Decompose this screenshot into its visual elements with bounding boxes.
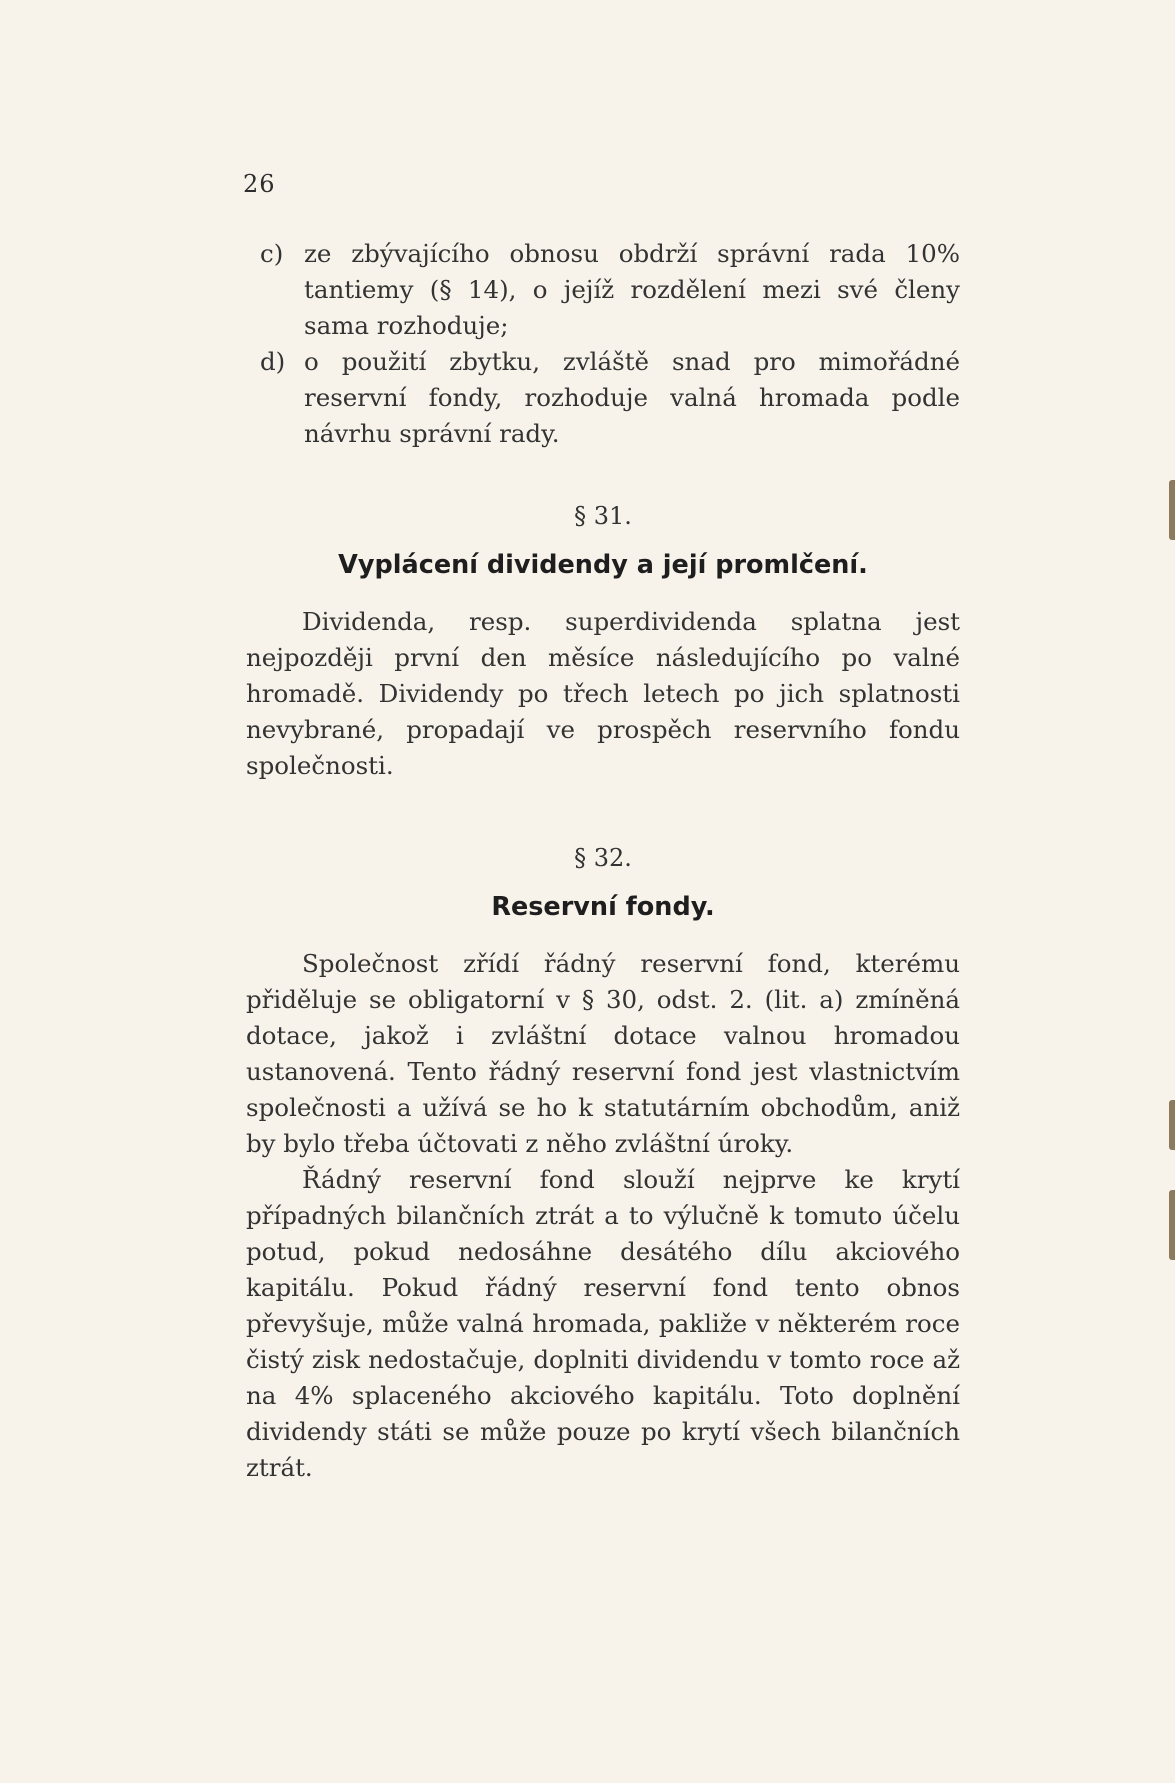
page-content xyxy=(246,236,960,1486)
section-32-paragraph-1: Společnost zřídí řádný reservní fond, kterému přiděluje se obligatorní v § 30, odst. 2. (lit. a) zmíněná dotace, jakož i zvláštní dotace valnou hromadou ustanovená. Tento řádný reservní fond jest vlastnictvím společnosti a užívá se ho k statutárním obchodům, aniž by bylo třeba účtovati z něho zvláštní úroky. xyxy=(246,949,960,1158)
list-item-label: c) xyxy=(260,239,284,268)
section-31-paragraph: Dividenda, resp. superdividenda splatna jest nejpozději první den měsíce následujícího po valné hromadě. Dividendy po třech letech po jich splatnosti nevybrané, propadají ve prospěch reservního fondu společnosti. xyxy=(246,607,960,780)
list-item-text: o použití zbytku, zvláště snad pro mimořádné reservní fondy, rozhoduje valná hromada podle návrhu správní rady. xyxy=(304,347,960,448)
binding-mark xyxy=(1169,1190,1175,1260)
binding-mark xyxy=(1169,1100,1175,1150)
section-number-31: § 31. xyxy=(574,502,632,530)
page-number: 26 xyxy=(243,170,276,198)
section-number-32: § 32. xyxy=(574,844,632,872)
section-title-31: Vyplácení dividendy a její promlčení. xyxy=(338,550,868,580)
list-item-label: d) xyxy=(260,347,286,376)
list-item-c xyxy=(246,236,960,344)
binding-mark xyxy=(1169,480,1175,540)
section-32-paragraph-2: Řádný reservní fond slouží nejprve ke krytí případných bilančních ztrát a to výlučně k tomuto účelu potud, pokud nedosáhne desátého dílu akciového kapitálu. Pokud řádný reservní fond tento obnos převyšuje, může valná hromada, pakliže v některém roce čistý zisk nedostačuje, doplniti dividendu v tomto roce až na 4% splaceného akciového kapitálu. Toto doplnění dividendy státi se může pouze po krytí všech bilančních ztrát. xyxy=(246,1165,960,1482)
section-title-32: Reservní fondy. xyxy=(491,892,715,922)
list-item-d xyxy=(246,344,960,452)
list-item-text: ze zbývajícího obnosu obdrží správní rada 10% tantiemy (§ 14), o jejíž rozdělení mezi své členy sama rozhoduje; xyxy=(304,239,960,340)
